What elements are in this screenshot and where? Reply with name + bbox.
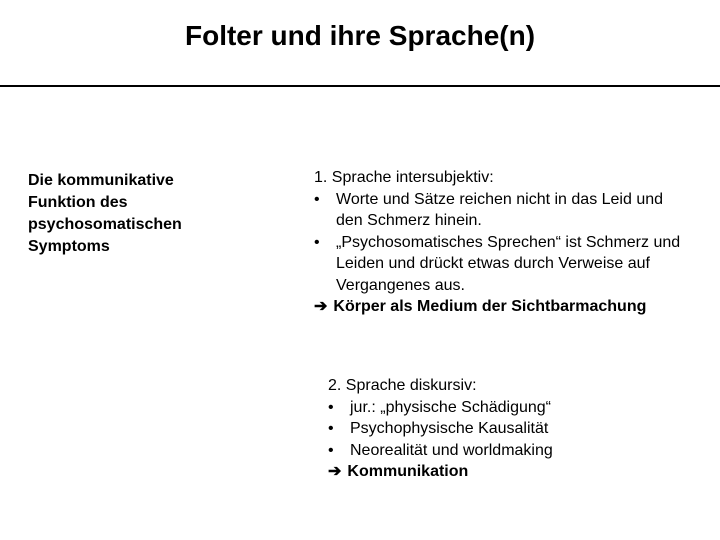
section-heading: 2. Sprache diskursiv:	[328, 377, 477, 394]
title-divider	[0, 85, 720, 87]
left-label	[28, 170, 278, 258]
bullet-text: Neorealität und worldmaking	[350, 441, 553, 459]
bullet-text: „Psychosomatisches Sprechen“ ist Schmerz und	[336, 233, 681, 251]
left-label-line: Funktion des	[28, 194, 128, 211]
bullet-text: Psychophysische Kausalität	[350, 420, 549, 437]
bullet-item	[314, 189, 720, 211]
bullet-icon: •	[328, 420, 334, 437]
bullet-item	[328, 418, 708, 440]
arrow-right-icon: ➔	[328, 463, 342, 480]
bullet-text-continued: Leiden und drückt etwas durch Verweise auf	[336, 255, 650, 272]
conclusion-line	[328, 461, 708, 483]
bullet-text: jur.: „physische Schädigung“	[350, 398, 551, 416]
left-label-line: psychosomatischen	[28, 216, 182, 233]
bullet-text-continued: den Schmerz hinein.	[336, 212, 482, 229]
bullet-text: Worte und Sätze reichen nicht in das Leid und	[336, 190, 664, 208]
section-heading: 1. Sprache intersubjektiv:	[314, 169, 494, 186]
bullet-text-continued: Vergangenes aus.	[336, 276, 465, 294]
bullet-item	[328, 440, 708, 462]
bullet-item	[314, 232, 720, 254]
slide-title: Folter und ihre Sprache(n)	[184, 20, 536, 51]
left-label-line: Die kommunikative	[28, 172, 174, 189]
left-label-line: Symptoms	[28, 238, 110, 255]
bullet-icon: •	[328, 441, 334, 459]
conclusion-text: Körper als Medium der Sichtbarmachung	[333, 298, 647, 315]
arrow-right-icon: ➔	[314, 298, 328, 315]
section-intersubjektiv	[314, 167, 720, 318]
conclusion-text: Kommunikation	[347, 463, 469, 480]
bullet-icon: •	[314, 233, 320, 251]
section-diskursiv	[328, 375, 708, 483]
bullet-item	[328, 397, 708, 419]
bullet-icon: •	[314, 190, 320, 208]
bullet-icon: •	[328, 398, 334, 416]
conclusion-line	[314, 296, 720, 318]
